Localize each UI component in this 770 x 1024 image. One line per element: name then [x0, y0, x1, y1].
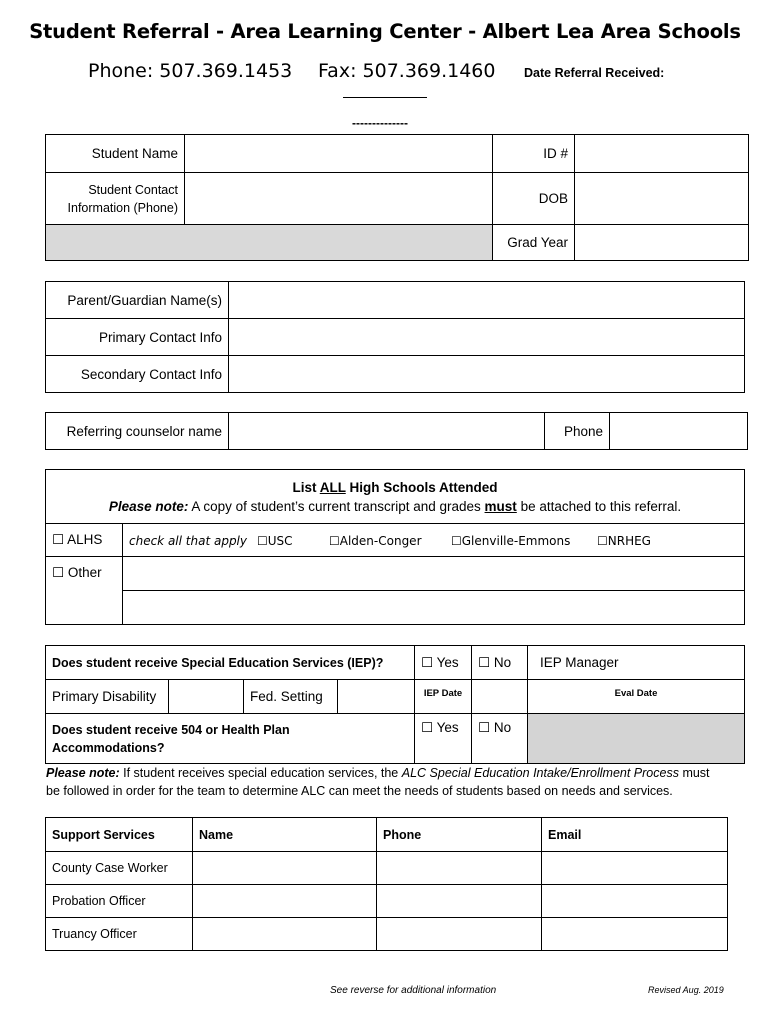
iep-yes-cell[interactable]: [415, 646, 472, 680]
schools-heading: [46, 470, 745, 524]
table-row: [46, 852, 728, 885]
school-options-row: [123, 524, 745, 557]
counselor-phone-label: Phone: [545, 413, 610, 450]
student-contact-field[interactable]: [185, 173, 493, 225]
alhs-cell[interactable]: [46, 524, 123, 557]
probation-officer-label: Probation Officer: [46, 885, 193, 918]
date-received-underline: [343, 97, 427, 98]
check-all-note: check all that apply: [129, 533, 247, 548]
iep-no-checkbox-icon[interactable]: ☐: [478, 654, 491, 671]
secondary-contact-label: Secondary Contact Info: [46, 356, 229, 393]
schools-table: [45, 469, 745, 625]
id-field[interactable]: [575, 135, 749, 173]
truancy-officer-name-field[interactable]: [193, 918, 377, 951]
sped-note-label: Please note:: [46, 766, 120, 780]
alhs-checkbox-icon[interactable]: ☐: [52, 532, 65, 548]
iep-date-field[interactable]: [472, 680, 528, 714]
support-header-name: Name: [193, 818, 377, 852]
support-services-table: [45, 817, 728, 951]
id-label: ID #: [493, 135, 575, 173]
iep-yes-label: Yes: [436, 654, 459, 670]
student-name-label: Student Name: [46, 135, 185, 173]
nrheg-checkbox[interactable]: ☐NRHEG: [597, 533, 651, 548]
shaded-plan-cell: [528, 714, 745, 764]
plan-no-label: No: [493, 720, 512, 735]
support-header-phone: Phone: [377, 818, 542, 852]
probation-officer-name-field[interactable]: [193, 885, 377, 918]
fax-number: Fax: 507.369.1460: [318, 60, 496, 82]
table-row: [46, 918, 728, 951]
table-row: [46, 885, 728, 918]
plan-no-checkbox-icon[interactable]: ☐: [478, 720, 491, 736]
usc-checkbox[interactable]: ☐USC: [257, 533, 293, 548]
footer-revised: Revised Aug. 2019: [648, 985, 724, 995]
iep-yes-checkbox-icon[interactable]: ☐: [421, 654, 434, 671]
plan-question-line2: Accommodations?: [52, 740, 165, 755]
schools-note-pre: A copy of student’s current transcript and grades: [188, 498, 485, 514]
student-name-field[interactable]: [185, 135, 493, 173]
counselor-table: [45, 412, 748, 450]
eval-date-label: Eval Date: [528, 680, 745, 714]
other-checkbox-icon[interactable]: ☐: [52, 565, 65, 581]
phone-number: Phone: 507.369.1453: [88, 60, 293, 82]
county-case-worker-email-field[interactable]: [542, 852, 728, 885]
other-school-field-2[interactable]: [123, 591, 745, 625]
guardian-names-field[interactable]: [229, 282, 745, 319]
iep-date-label: IEP Date: [415, 680, 472, 714]
probation-officer-phone-field[interactable]: [377, 885, 542, 918]
schools-note-post: be attached to this referral.: [516, 498, 682, 514]
sped-note: [46, 764, 726, 800]
form-title: Student Referral - Area Learning Center - Albert Lea Area Schools: [29, 20, 741, 43]
student-contact-line1: Student Contact: [88, 182, 178, 197]
primary-contact-label: Primary Contact Info: [46, 319, 229, 356]
iep-question: Does student receive Special Education Services (IEP)?: [46, 646, 415, 680]
counselor-name-label: Referring counselor name: [46, 413, 229, 450]
plan-yes-cell[interactable]: [415, 714, 472, 764]
plan-yes-checkbox-icon[interactable]: ☐: [421, 720, 434, 736]
footer-reverse-note: See reverse for additional information: [330, 985, 497, 996]
fed-setting-field[interactable]: [338, 680, 415, 714]
iep-no-cell[interactable]: [472, 646, 528, 680]
grad-year-label: Grad Year: [493, 225, 575, 261]
iep-manager-label: IEP Manager: [528, 646, 745, 680]
truancy-officer-email-field[interactable]: [542, 918, 728, 951]
plan-yes-label: Yes: [436, 720, 459, 735]
county-case-worker-label: County Case Worker: [46, 852, 193, 885]
sped-table: [45, 645, 745, 764]
plan-question-line1: Does student receive 504 or Health Plan: [52, 722, 290, 737]
dob-field[interactable]: [575, 173, 749, 225]
secondary-contact-field[interactable]: [229, 356, 745, 393]
support-header-services: Support Services: [46, 818, 193, 852]
sped-note-text-2: must be followed in order for the team to determine ALC can meet the needs of students based on needs and services.: [46, 766, 710, 798]
schools-note-must: must: [484, 498, 517, 514]
heading-post: High Schools Attended: [345, 479, 498, 495]
heading-pre: List: [292, 479, 320, 495]
other-school-field-1[interactable]: [123, 557, 745, 591]
sped-note-process: ALC Special Education Intake/Enrollment Process: [401, 766, 679, 780]
schools-note-label: Please note:: [108, 498, 189, 514]
sped-note-text-1: If student receives special education services, the: [119, 766, 402, 780]
other-label: Other: [67, 565, 102, 580]
guardian-names-label: Parent/Guardian Name(s): [46, 282, 229, 319]
county-case-worker-name-field[interactable]: [193, 852, 377, 885]
date-received-label: Date Referral Received:: [524, 66, 665, 80]
grad-year-field[interactable]: [575, 225, 749, 261]
probation-officer-email-field[interactable]: [542, 885, 728, 918]
truancy-officer-phone-field[interactable]: [377, 918, 542, 951]
county-case-worker-phone-field[interactable]: [377, 852, 542, 885]
glenville-emmons-checkbox[interactable]: ☐Glenville-Emmons: [451, 533, 571, 548]
iep-no-label: No: [493, 654, 512, 670]
dob-label: DOB: [493, 173, 575, 225]
primary-disability-label: Primary Disability: [46, 680, 169, 714]
student-info-table: [45, 134, 749, 261]
plan-no-cell[interactable]: [472, 714, 528, 764]
truancy-officer-label: Truancy Officer: [46, 918, 193, 951]
alhs-label: ALHS: [67, 532, 103, 547]
schools-heading-text: [292, 480, 497, 495]
date-received-dashes: --------------: [352, 116, 408, 130]
alden-conger-checkbox[interactable]: ☐Alden-Conger: [329, 533, 422, 548]
student-contact-line2: Information (Phone): [67, 200, 178, 215]
counselor-phone-field[interactable]: [610, 413, 748, 450]
support-header-email: Email: [542, 818, 728, 852]
counselor-name-field[interactable]: [229, 413, 545, 450]
shaded-cell: [46, 225, 493, 261]
primary-disability-field[interactable]: [169, 680, 244, 714]
fed-setting-label: Fed. Setting: [244, 680, 338, 714]
other-cell[interactable]: [46, 557, 123, 625]
heading-all: ALL: [319, 479, 346, 495]
plan-question: [46, 714, 415, 764]
primary-contact-field[interactable]: [229, 319, 745, 356]
guardian-table: [45, 281, 745, 393]
student-contact-label: [46, 173, 185, 225]
